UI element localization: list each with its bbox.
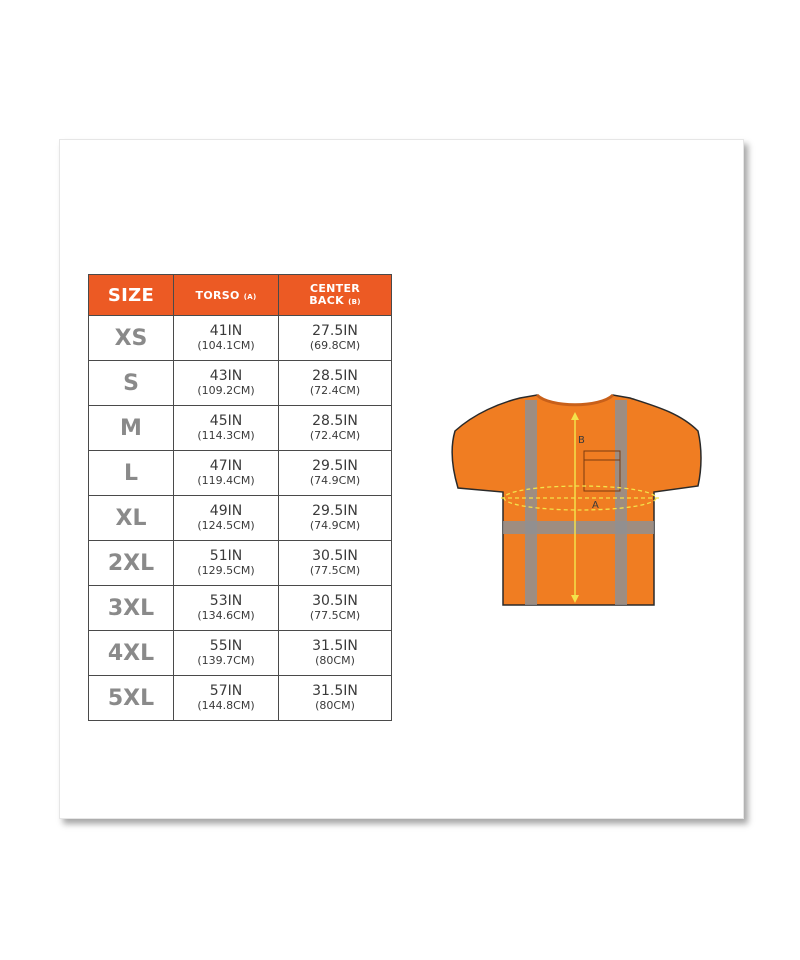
center-back-measurement bbox=[279, 541, 392, 586]
torso-measurement bbox=[174, 676, 279, 721]
center-back-centimeters: (69.8CM) bbox=[309, 339, 361, 352]
center-back-centimeters: (72.4CM) bbox=[309, 384, 361, 397]
size-label: 3XL bbox=[89, 586, 174, 631]
center-back-measurement bbox=[279, 676, 392, 721]
reflective-stripe-horizontal bbox=[503, 521, 654, 534]
torso-inches: 47IN bbox=[209, 458, 243, 474]
center-back-measurement bbox=[279, 586, 392, 631]
size-chart-table bbox=[88, 274, 392, 721]
torso-centimeters: (119.4CM) bbox=[197, 474, 255, 487]
size-label: L bbox=[89, 451, 174, 496]
center-back-inches: 30.5IN bbox=[312, 548, 358, 564]
center-back-measurement bbox=[279, 316, 392, 361]
torso-centimeters: (124.5CM) bbox=[197, 519, 255, 532]
center-back-measurement bbox=[279, 451, 392, 496]
center-back-inches: 30.5IN bbox=[312, 593, 358, 609]
torso-inches: 45IN bbox=[209, 413, 243, 429]
center-back-column-header: CENTER BACK (B) bbox=[279, 275, 392, 316]
torso-measurement bbox=[174, 496, 279, 541]
table-row bbox=[89, 676, 392, 721]
torso-measurement bbox=[174, 361, 279, 406]
size-label: XS bbox=[89, 316, 174, 361]
center-back-inches: 29.5IN bbox=[312, 503, 358, 519]
torso-centimeters: (144.8CM) bbox=[197, 699, 255, 712]
center-back-inches: 31.5IN bbox=[312, 638, 358, 654]
table-row bbox=[89, 361, 392, 406]
center-back-measurement bbox=[279, 406, 392, 451]
center-back-measurement bbox=[279, 361, 392, 406]
center-back-inches: 27.5IN bbox=[312, 323, 358, 339]
tshirt-body bbox=[452, 395, 701, 605]
size-label: XL bbox=[89, 496, 174, 541]
center-back-centimeters: (80CM) bbox=[315, 699, 355, 712]
torso-inches: 51IN bbox=[209, 548, 243, 564]
torso-inches: 41IN bbox=[209, 323, 243, 339]
center-back-centimeters: (77.5CM) bbox=[309, 609, 361, 622]
torso-measurement bbox=[174, 406, 279, 451]
measure-label-b: B bbox=[578, 435, 585, 446]
torso-measurement bbox=[174, 541, 279, 586]
torso-centimeters: (104.1CM) bbox=[197, 339, 255, 352]
size-label: S bbox=[89, 361, 174, 406]
torso-centimeters: (139.7CM) bbox=[197, 654, 255, 667]
torso-centimeters: (114.3CM) bbox=[197, 429, 255, 442]
table-row bbox=[89, 496, 392, 541]
center-back-inches: 29.5IN bbox=[312, 458, 358, 474]
reflective-stripe-right bbox=[615, 400, 627, 605]
torso-inches: 55IN bbox=[209, 638, 243, 654]
size-label: 4XL bbox=[89, 631, 174, 676]
table-row bbox=[89, 451, 392, 496]
table-row bbox=[89, 586, 392, 631]
center-back-measurement bbox=[279, 496, 392, 541]
measure-label-a: A bbox=[592, 500, 599, 511]
table-row bbox=[89, 631, 392, 676]
torso-measurement bbox=[174, 586, 279, 631]
table-row bbox=[89, 541, 392, 586]
center-back-measurement bbox=[279, 631, 392, 676]
size-label: 5XL bbox=[89, 676, 174, 721]
table-header-row bbox=[89, 275, 392, 316]
center-back-inches: 28.5IN bbox=[312, 368, 358, 384]
table-row bbox=[89, 316, 392, 361]
center-back-centimeters: (74.9CM) bbox=[309, 519, 361, 532]
torso-measurement bbox=[174, 451, 279, 496]
reflective-stripe-left bbox=[525, 400, 537, 605]
torso-measurement bbox=[174, 316, 279, 361]
torso-inches: 57IN bbox=[209, 683, 243, 699]
torso-inches: 43IN bbox=[209, 368, 243, 384]
torso-inches: 49IN bbox=[209, 503, 243, 519]
size-label: 2XL bbox=[89, 541, 174, 586]
torso-centimeters: (134.6CM) bbox=[197, 609, 255, 622]
torso-centimeters: (129.5CM) bbox=[197, 564, 255, 577]
center-back-centimeters: (77.5CM) bbox=[309, 564, 361, 577]
center-back-centimeters: (74.9CM) bbox=[309, 474, 361, 487]
center-back-centimeters: (72.4CM) bbox=[309, 429, 361, 442]
torso-column-header: TORSO (A) bbox=[174, 275, 279, 316]
center-back-inches: 31.5IN bbox=[312, 683, 358, 699]
size-label: M bbox=[89, 406, 174, 451]
torso-centimeters: (109.2CM) bbox=[197, 384, 255, 397]
tshirt-diagram bbox=[440, 388, 715, 613]
center-back-inches: 28.5IN bbox=[312, 413, 358, 429]
torso-measurement bbox=[174, 631, 279, 676]
table-row bbox=[89, 406, 392, 451]
size-column-header: SIZE bbox=[89, 275, 174, 316]
torso-inches: 53IN bbox=[209, 593, 243, 609]
center-back-centimeters: (80CM) bbox=[315, 654, 355, 667]
